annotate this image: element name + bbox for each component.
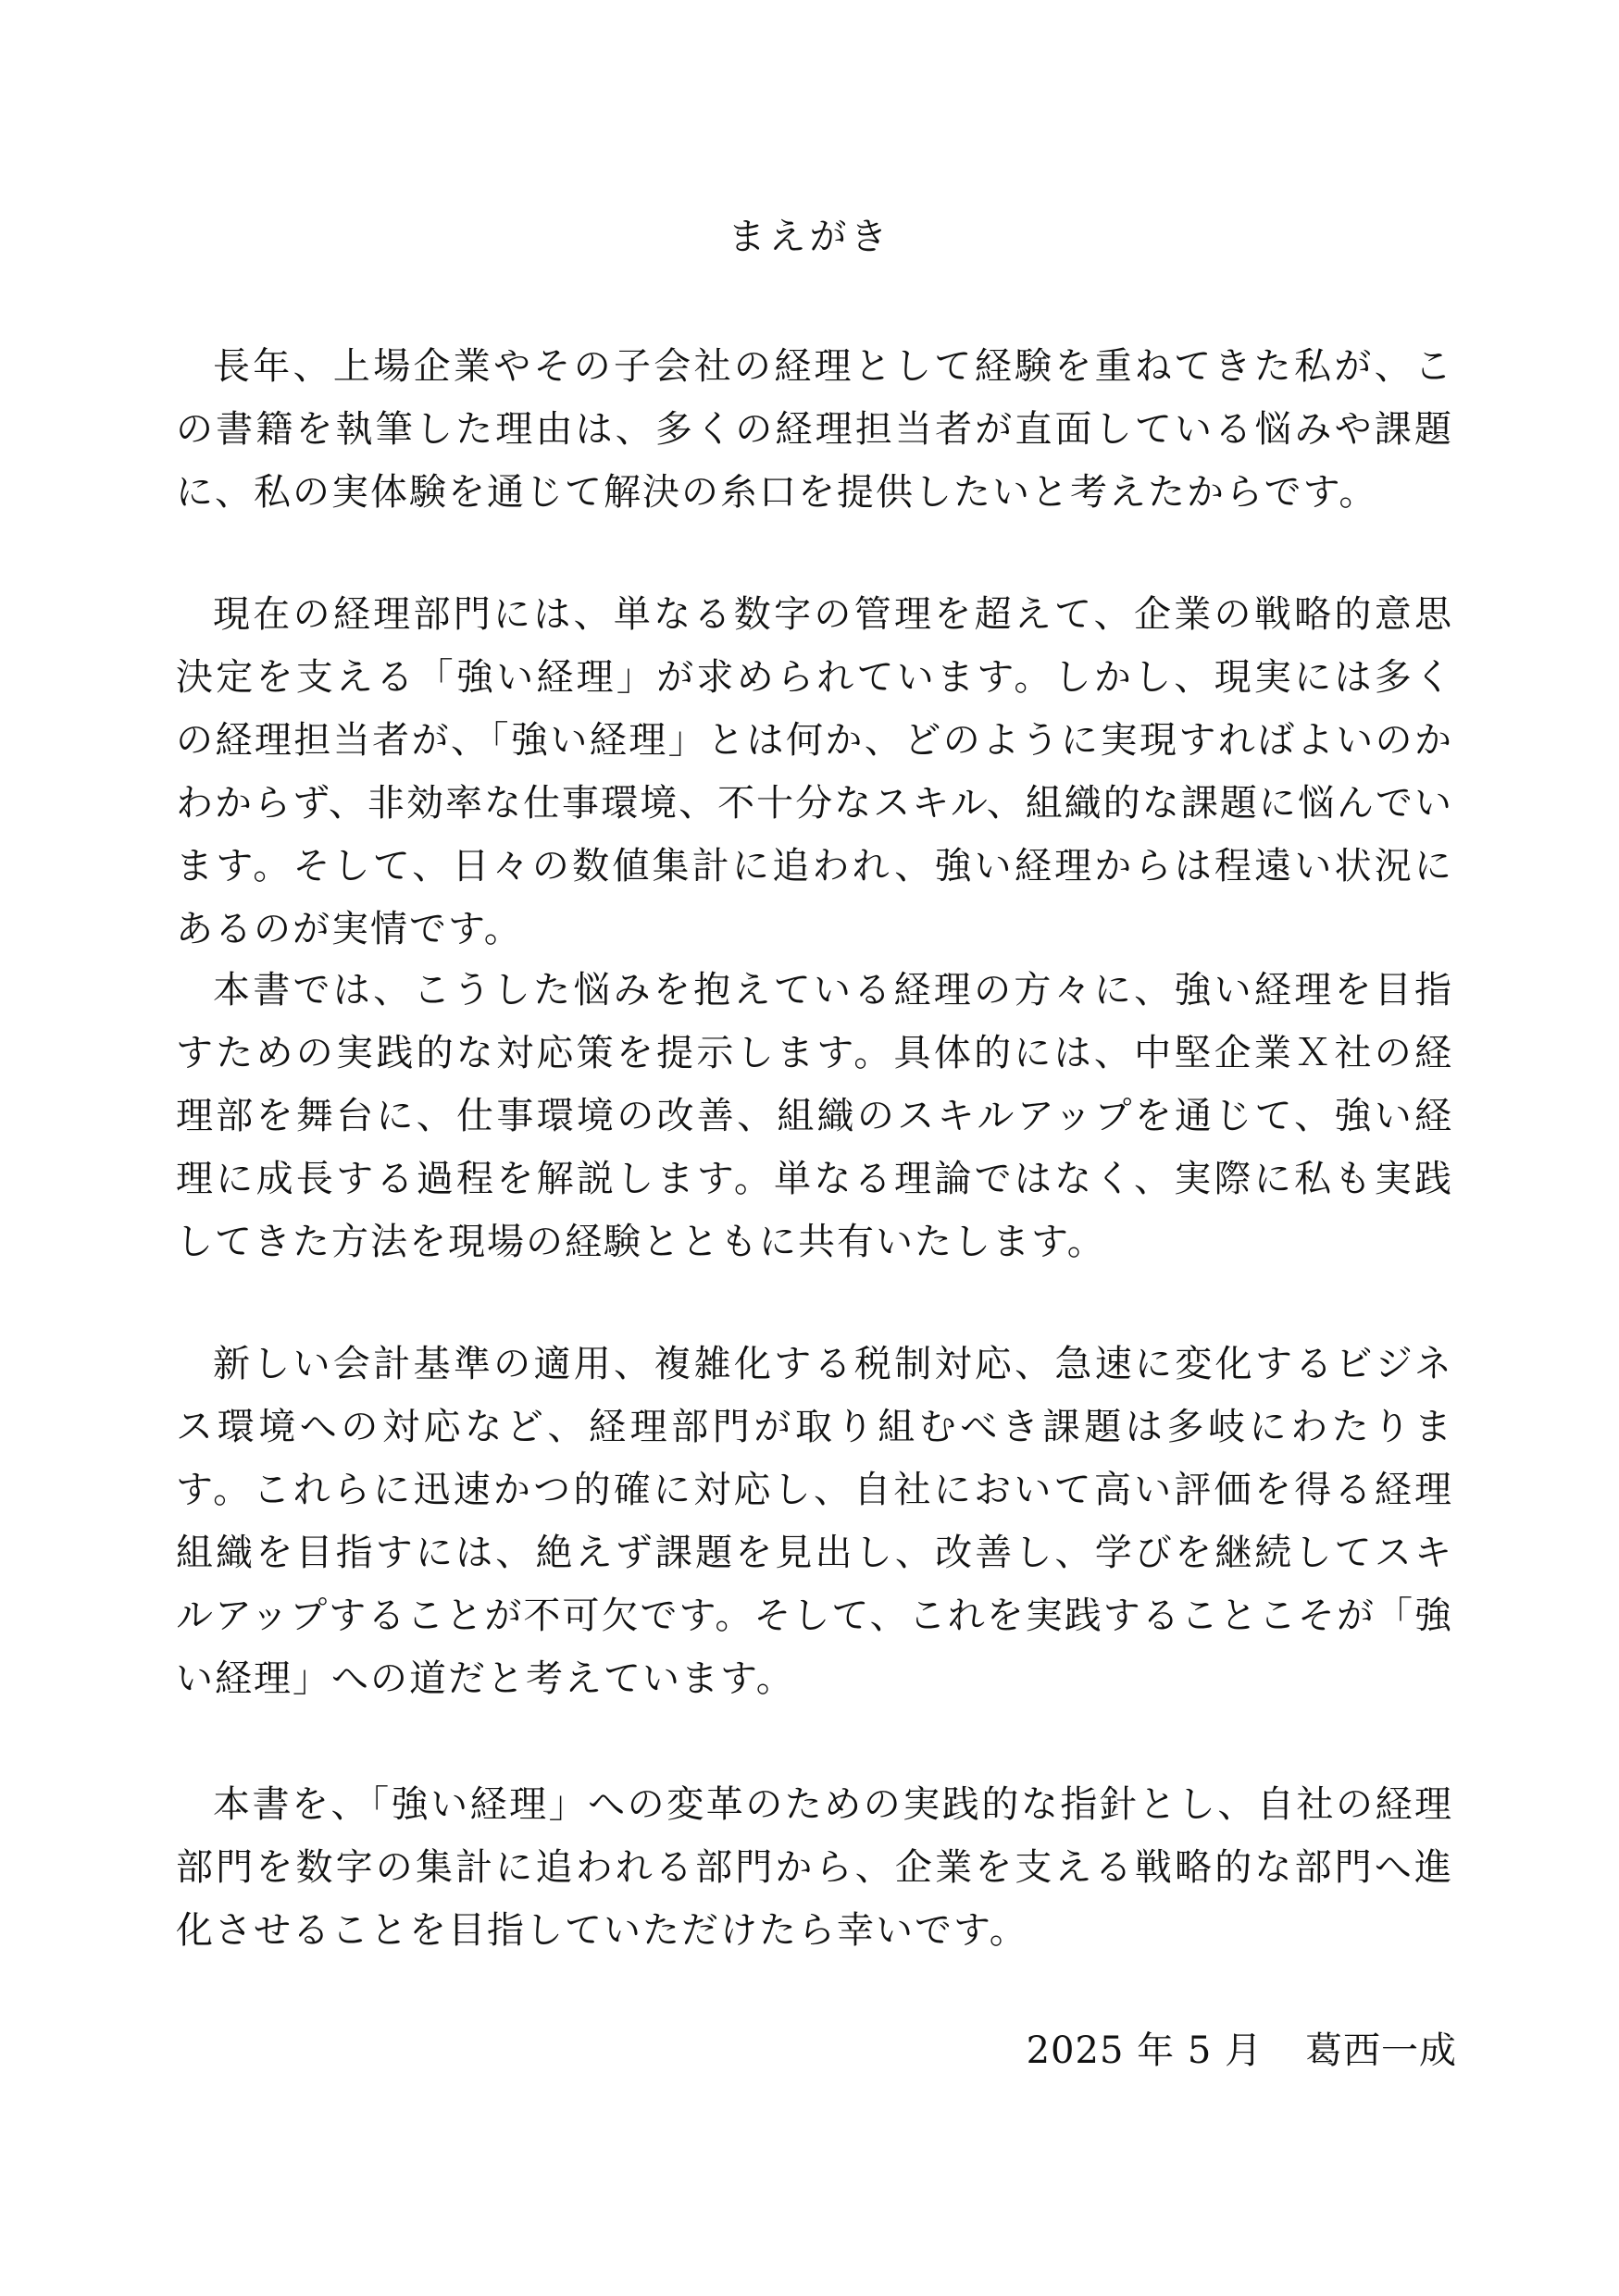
signature-author: 葛西一成 (1305, 2029, 1457, 2072)
paragraph-4: 新しい会計基準の適用、複雑化する税制対応、急速に変化するビジネス環境への対応など、経理部門が取り組むべき課題は多岐にわたります。これらに迅速かつ的確に対応し、自社において高い評価を得る経理組織を目指すには、絶えず課題を見出し、改善し、学びを継続してスキルアップすることが不可欠です。そして、これを実践することこそが「強い経理」への道だと考えています。 (176, 1343, 1453, 1700)
paragraph-3: 本書では、こうした悩みを抱えている経理の方々に、強い経理を目指すための実践的な対応策を提示します。具体的には、中堅企業Ｘ社の経理部を舞台に、仕事環境の改善、組織のスキルアップを通じて、強い経理に成長する過程を解説します。単なる理論ではなく、実際に私も実践してきた方法を現場の経験とともに共有いたします。 (176, 969, 1453, 1263)
paragraph-1: 長年、上場企業やその子会社の経理として経験を重ねてきた私が、この書籍を執筆した理由は、多くの経理担当者が直面している悩みや課題に、私の実体験を通じて解決の糸口を提供したいと考えたからです。 (176, 345, 1453, 514)
page-title: まえがき (728, 216, 891, 258)
signature (1027, 2023, 1457, 2079)
paragraph-2: 現在の経理部門には、単なる数字の管理を超えて、企業の戦略的意思決定を支える「強い経理」が求められています。しかし、現実には多くの経理担当者が、「強い経理」とは何か、どのように実現すればよいのかわからず、非効率な仕事環境、不十分なスキル、組織的な課題に悩んでいます。そして、日々の数値集計に追われ、強い経理からは程遠い状況にあるのが実情です。 (176, 593, 1453, 950)
paragraph-5: 本書を、「強い経理」への変革のための実践的な指針とし、自社の経理部門を数字の集計に追われる部門から、企業を支える戦略的な部門へ進化させることを目指していただけたら幸いです。 (176, 1783, 1453, 1952)
signature-date: 2025 年 5 月 (1026, 2029, 1263, 2072)
